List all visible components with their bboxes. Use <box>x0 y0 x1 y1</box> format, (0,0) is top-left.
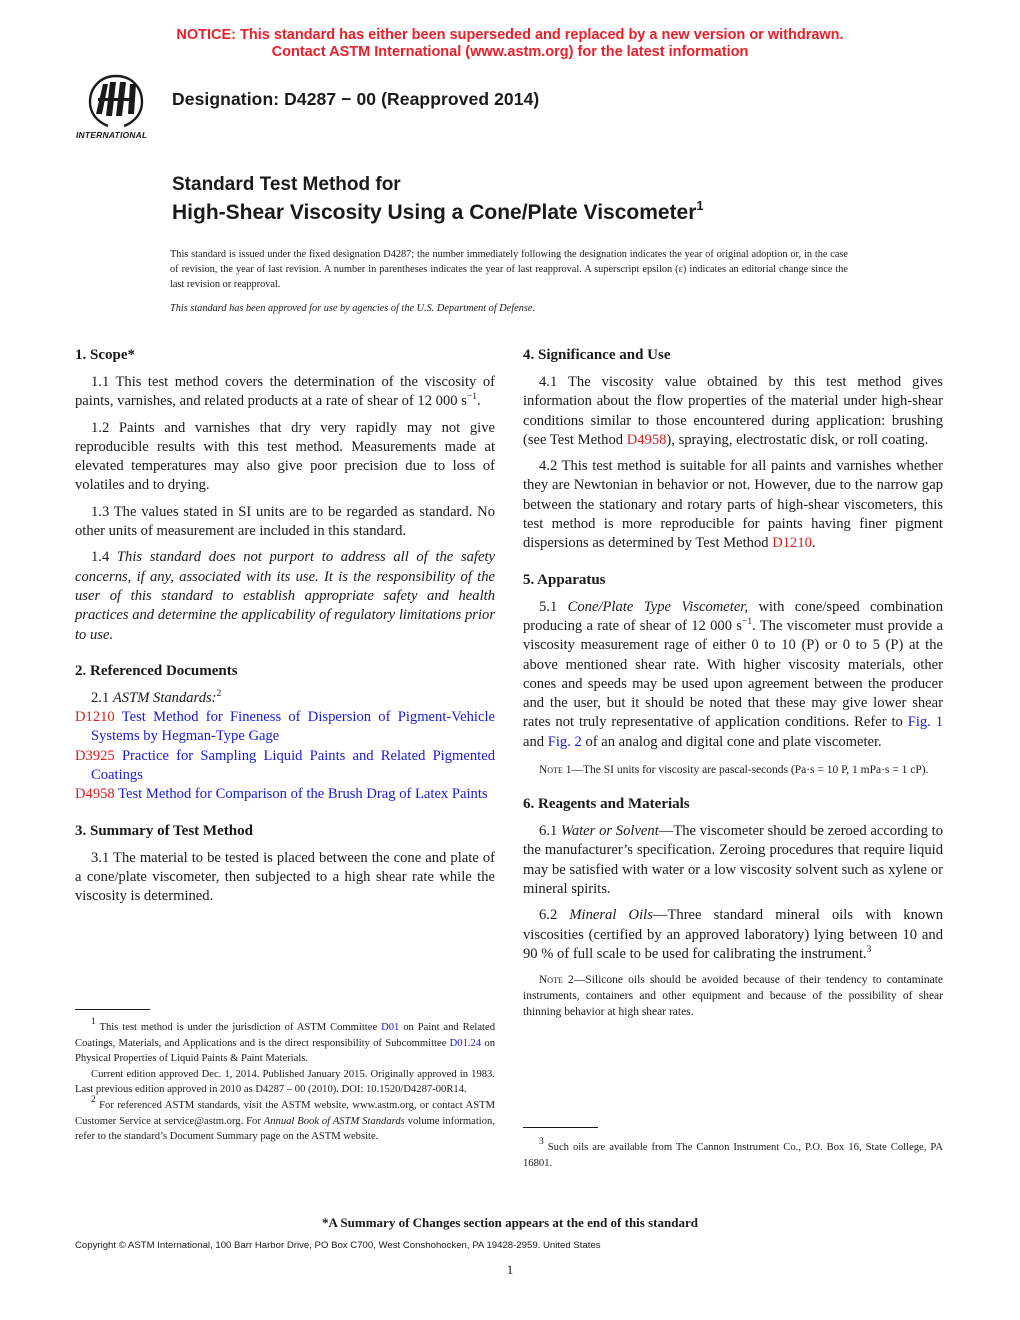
note-label: Note 2 <box>539 974 574 987</box>
section-apparatus <box>523 571 943 778</box>
text: For referenced ASTM standards, visit the ASTM website, www.astm.org, or contact ASTM Customer Service at service@astm.org. For <box>75 1099 495 1127</box>
reference-title-link[interactable]: Test Method for Comparison of the Brush Drag of Latex Paints <box>114 786 488 803</box>
superscript: −1 <box>466 392 477 403</box>
paragraph-1-3: 1.3 The values stated in SI units are to be regarded as standard. No other units of measurement are included in this standard. <box>75 503 495 540</box>
paragraph-5-1 <box>523 598 943 752</box>
text: 1.4 <box>91 549 117 566</box>
text: Cone/Plate Type Viscometer, <box>567 598 749 615</box>
text: 6.2 <box>539 907 570 924</box>
text: Such oils are available from The Cannon Instrument Co., P.O. Box 16, State College, PA 16801. <box>523 1142 943 1169</box>
title-line-1: Standard Test Method for <box>172 174 401 195</box>
section-referenced-documents <box>75 662 495 805</box>
d1210-link[interactable]: D1210 <box>772 535 812 552</box>
footnote-1 <box>75 1017 495 1067</box>
text: . The viscometer must provide a viscosity measurement rage of either 0 to 10 (P) or 0 to 5 (P) at the above mentioned shear rate. With higher viscosity materials, other cones and speeds may be used upon agreement between the producer and the user, but it should be noted that these may give lower shear rates not truly representative of application conditions. Refer to <box>523 617 943 731</box>
designation: Designation: D4287 − 00 (Reapproved 2014) <box>172 89 540 109</box>
paragraph-1-4 <box>75 548 495 644</box>
section-heading: 3. Summary of Test Method <box>75 822 253 839</box>
logo-text: INTERNATIONAL <box>76 130 148 140</box>
footnote-1-edition: Current edition approved Dec. 1, 2014. Published January 2015. Originally approved in 1983. Last previous edition approved in 2010 as D4287 – 00 (2010). DOI: 10.1520/D4287-00R14. <box>75 1068 495 1096</box>
figure-2-link[interactable]: Fig. 2 <box>547 733 582 750</box>
paragraph-1-2: 1.2 Paints and varnishes that dry very rapidly may not give reproducible results with this test method. Measurements made at elevated temperatures may also give poor precision due to loss of volatiles and to drying. <box>75 419 495 494</box>
text: This standard does not purport to address all of the safety concerns, if any, associated with its use. It is the responsibility of the user of this standard to establish appropriate safety and health practices and determine the applicability of regulatory limitations prior to use. <box>75 549 495 643</box>
committee-link[interactable]: D01 <box>381 1022 400 1033</box>
text: 5.1 <box>539 598 568 615</box>
section-scope <box>75 346 495 645</box>
astm-logo <box>70 70 162 144</box>
note-2 <box>523 972 943 1020</box>
footnote-ref[interactable]: 2 <box>216 688 222 699</box>
astm-standards-heading <box>75 689 495 708</box>
right-footnotes <box>523 1127 943 1171</box>
text: 6.1 <box>539 823 561 840</box>
footnote-marker: 1 <box>91 1017 96 1027</box>
figure-1-link[interactable]: Fig. 1 <box>907 714 943 731</box>
footnote-3 <box>523 1137 943 1171</box>
note-label: Note 1 <box>539 764 572 777</box>
text: ASTM Standards: <box>112 689 217 706</box>
paragraph-1-1 <box>75 373 495 412</box>
text: —The viscometer should be zeroed according to the manufacturer’s specification. Zeroing procedures that require liquid may be satisfied with water or a low viscosity solvent such as xylene or mineral spirits. <box>523 823 943 897</box>
footnote-marker: 3 <box>539 1137 544 1147</box>
dod-approval: This standard has been approved for use by agencies of the U.S. Department of Defense. <box>170 303 536 314</box>
paragraph-4-1 <box>523 373 943 450</box>
page-number: 1 <box>506 1262 514 1277</box>
section-reagents <box>523 795 943 1020</box>
text: . <box>477 393 481 410</box>
note-text: —Silicone oils should be avoided because of their tendency to contaminate instruments, containers and other equipment and because of the possibility of shear thinning behavior at high shear rates. <box>523 974 944 1019</box>
text: Water or Solvent <box>561 823 659 840</box>
text: Mineral Oils <box>569 907 653 924</box>
note-1 <box>523 762 943 778</box>
footnote-ref[interactable]: 3 <box>866 944 872 955</box>
text: volume information, refer to the standard’s Document Summary page on the ASTM website. <box>75 1115 495 1143</box>
text: Annual Book of ASTM Standards <box>263 1115 405 1127</box>
title-line-2 <box>172 198 704 225</box>
footnote-marker: 2 <box>91 1094 96 1105</box>
reference-title-link[interactable]: Test Method for Fineness of Dispersion of Pigment-Vehicle Systems by Hegman-Type Gage <box>91 709 495 745</box>
section-heading: 1. Scope* <box>75 347 135 363</box>
text: and <box>523 733 548 750</box>
copyright: Copyright © ASTM International, 100 Barr Harbor Drive, PO Box C700, West Conshohocken, PA 19428-2959. United States <box>75 1240 601 1251</box>
paragraph-6-2 <box>523 906 943 964</box>
text: 1.1 This test method covers the determination of the viscosity of paints, varnishes, and related products at a rate of shear of 12 000 s <box>75 374 495 410</box>
reference-item[interactable] <box>75 785 495 804</box>
section-heading: 2. Referenced Documents <box>75 662 238 679</box>
reference-code-link[interactable]: D1210 <box>75 709 115 726</box>
text: 4.1 The viscosity value obtained by this test method gives information about the flow properties of the material under high-shear conditions similar to those encountered during application: brushing (see Test Method <box>523 374 943 448</box>
text: of an analog and digital cone and plate viscometer. <box>581 733 882 750</box>
note-text: —The SI units for viscosity are pascal-seconds (Pa·s = 10 P, 1 mPa·s = 1 cP). <box>571 764 929 777</box>
text: 2.1 <box>91 689 113 706</box>
summary-of-changes-note: *A Summary of Changes section appears at the end of this standard <box>322 1215 698 1230</box>
reference-item[interactable] <box>75 708 495 747</box>
notice-banner <box>0 27 1020 61</box>
section-heading: 4. Significance and Use <box>523 347 671 363</box>
text: 4.2 This test method is suitable for all paints and varnishes whether they are Newtonian in behavior or not. However, due to the narrow gap between the stationary and rotary parts of high-shear viscometers, this test method is more reproducible for paints having finer pigment dispersions as determined by Test Method <box>523 458 943 552</box>
paragraph-3-1: 3.1 The material to be tested is placed between the cone and plate of a cone/plate viscometer, then subjected to a high shear rate while the viscosity is determined. <box>75 849 495 905</box>
superscript: −1 <box>741 616 753 627</box>
subcommittee-link[interactable]: D01.24 <box>449 1037 482 1049</box>
reference-code-link[interactable]: D4958 <box>75 786 115 803</box>
title-footnote-ref[interactable]: 1 <box>696 198 704 213</box>
intro-paragraph: This standard is issued under the fixed designation D4287; the number immediately following the designation indicates the year of original adoption or, in the case of revision, the year of last revision. A number in parentheses indicates the year of last reapproval. A superscript epsilon (ε) indicates an editorial change since the last revision or reapproval. <box>170 249 848 290</box>
title-text: High-Shear Viscosity Using a Cone/Plate Viscometer <box>172 201 697 224</box>
reference-item[interactable] <box>75 747 495 786</box>
footnote-2 <box>75 1094 495 1145</box>
text: This test method is under the jurisdiction of ASTM Committee <box>95 1022 382 1033</box>
notice-line-1: NOTICE: This standard has either been superseded and replaced by a new version or withdrawn. <box>176 27 844 43</box>
reference-code-link[interactable]: D3925 <box>75 747 115 764</box>
reference-title-link[interactable]: Practice for Sampling Liquid Paints and Related Pigmented Coatings <box>91 747 495 784</box>
text: . <box>811 535 816 552</box>
text: on Paint and Related Coatings, Materials, and Applications and is the direct responsibility of Subcommittee <box>75 1022 495 1049</box>
section-summary-of-test-method <box>75 822 495 907</box>
text: on Physical Properties of Liquid Paints & Paint Materials. <box>75 1037 495 1065</box>
right-column <box>523 346 943 1037</box>
text: ), spraying, electrostatic disk, or roll coating. <box>666 431 929 448</box>
section-heading: 5. Apparatus <box>523 571 606 588</box>
text: with cone/speed combination producing a rate of shear of 12 000 s <box>523 598 943 634</box>
left-column <box>75 346 495 924</box>
left-footnotes <box>75 1009 495 1145</box>
section-significance <box>523 346 943 554</box>
paragraph-4-2 <box>523 457 943 553</box>
section-heading: 6. Reagents and Materials <box>523 796 690 813</box>
text: —Three standard mineral oils with known viscosities (certified by an approved laboratory) lying between 10 and 90 % of full scale to be used for calibrating the instrument. <box>523 907 943 962</box>
d4958-link[interactable]: D4958 <box>626 431 667 448</box>
notice-line-2: Contact ASTM International (www.astm.org) for the latest information <box>271 44 749 60</box>
paragraph-6-1 <box>523 822 943 899</box>
